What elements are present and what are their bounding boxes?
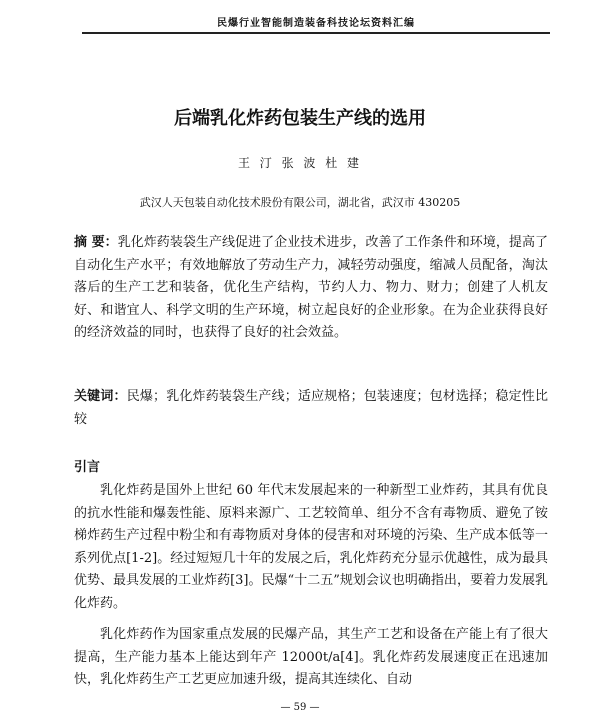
intro-paragraph-1: 乳化炸药是国外上世纪 60 年代末发展起来的一种新型工业炸药，其具有优良的抗水性能和爆轰性能、原料来源广、工艺较简单、组分不含有毒物质、避免了铵梯炸药生产过程中粉尘和有毒物质对身体的侵害和对环境的污染、生产成本低等一系列优点[1-2]。经过短短几十年的发展之后，乳化炸药充分显示优越性，成为最具优势、最具发展的工业炸药[3]。民爆“十二五”规划会议也明确指出，要着力发展乳化炸药。	[74, 483, 548, 611]
keywords	[74, 386, 548, 431]
intro-paragraph-2: 乳化炸药作为国家重点发展的民爆产品，其生产工艺和设备在产能上有了很大提高，生产能力基本上能达到年产 12000t/a[4]。乳化炸药发展速度正在迅速加快，乳化炸药生产工艺更应加速升级，提高其连续化、自动	[74, 627, 548, 687]
abstract	[74, 232, 548, 345]
abstract-label: 摘 要：	[74, 235, 118, 250]
page-number: — 59 —	[280, 702, 320, 713]
section-heading-introduction: 引言	[74, 460, 101, 475]
affiliation: 武汉人天包装自动化技术股份有限公司，湖北省，武汉市 430205	[139, 196, 461, 209]
keywords-label: 关键词：	[74, 389, 127, 404]
abstract-text: 乳化炸药装袋生产线促进了企业技术进步，改善了工作条件和环境，提高了自动化生产水平；有效地解放了劳动生产力，减轻劳动强度，缩减人员配备，淘汰落后的生产工艺和装备，优化生产结构，节约人力、物力、财力；创建了人机友好、和谐宜人、科学文明的生产环境，树立起良好的企业形象。在为企业获得良好的经济效益的同时，也获得了良好的社会效益。	[74, 235, 548, 340]
keywords-text: 民爆；乳化炸药装袋生产线；适应规格；包装速度；包材选择；稳定性比较	[74, 389, 548, 427]
running-header: 民爆行业智能制造装备科技论坛资料汇编	[217, 18, 415, 29]
author-list: 王 汀 张 波 杜 建	[237, 156, 363, 170]
paper-title: 后端乳化炸药包装生产线的选用	[174, 108, 426, 129]
header-rule	[82, 32, 550, 34]
